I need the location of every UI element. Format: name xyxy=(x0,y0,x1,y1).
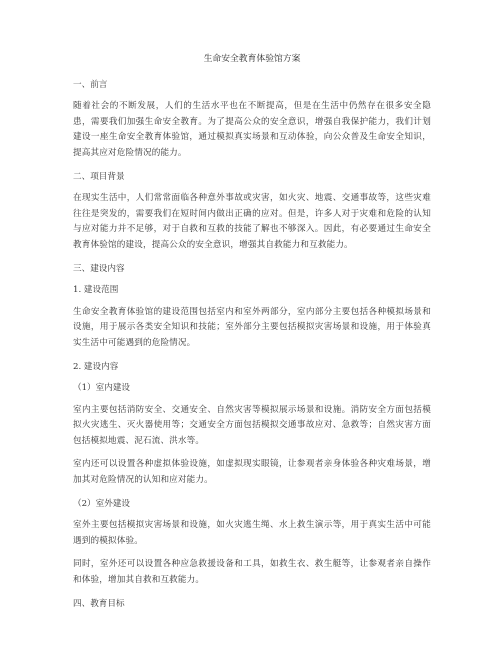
preface-paragraph: 随着社会的不断发展，人们的生活水平也在不断提高，但是在生活中仍然存在很多安全隐患，需要我们加强生命安全教育。为了提高公众的安全意识，增强自我保护能力，我们计划建设一座生命安全教育体验馆，通过模拟真实场景和互动体验，向公众普及生命安全知识，提高其应对危险情况的能力。 xyxy=(73,101,431,158)
subheading-outdoor: （2）室外建设 xyxy=(73,498,131,509)
outdoor-paragraph-1: 室外主要包括模拟灾害场景和设施，如火灾逃生绳、水上救生演示等，用于真实生活中可能遇到的模拟体验。 xyxy=(73,520,431,546)
outdoor-paragraph-2: 同时，室外还可以设置各种应急救援设备和工具，如救生衣、救生艇等，让参观者亲自操作和体验，增加其自救和互救能力。 xyxy=(73,559,431,586)
subheading-content: 2. 建设内容 xyxy=(73,361,119,372)
section-heading-background: 二、项目背景 xyxy=(73,171,125,182)
section-heading-construction: 三、建设内容 xyxy=(73,263,125,274)
subheading-scope: 1. 建设范围 xyxy=(73,285,119,296)
indoor-paragraph-2: 室内还可以设置各种虚拟体验设施，如虚拟现实眼镜，让参观者亲身体验各种灾难场景，增加其对危险情况的认知和应对能力。 xyxy=(73,459,431,486)
background-paragraph: 在现实生活中，人们常常面临各种意外事故或灾害，如火灾、地震、交通事故等，这些灾难往往是突发的，需要我们在短时间内做出正确的应对。但是，许多人对于灾难和危险的认知与应对能力并不足够，对于自救和互救的技能了解也不够深入。因此，有必要通过生命安全教育体验馆的建设，提高公众的安全意识，增强其自救能力和互救能力。 xyxy=(73,193,431,250)
section-heading-preface: 一、前言 xyxy=(73,79,108,90)
section-heading-goals: 四、教育目标 xyxy=(73,598,125,609)
subheading-indoor: （1）室内建设 xyxy=(73,383,131,394)
document-title: 生命安全教育体验馆方案 xyxy=(203,54,301,64)
indoor-paragraph-1: 室内主要包括消防安全、交通安全、自然灾害等模拟展示场景和设施。消防安全方面包括模拟火灾逃生、灭火器使用等；交通安全方面包括模拟交通事故应对、急救等；自然灾害方面包括模拟地震、泥石流、洪水等。 xyxy=(73,404,431,446)
scope-paragraph: 生命安全教育体验馆的建设范围包括室内和室外两部分，室内部分主要包括各种模拟场景和设施，用于展示各类安全知识和技能；室外部分主要包括模拟灾害场景和设施，用于体验真实生活中可能遇到的危险情况。 xyxy=(73,306,431,348)
